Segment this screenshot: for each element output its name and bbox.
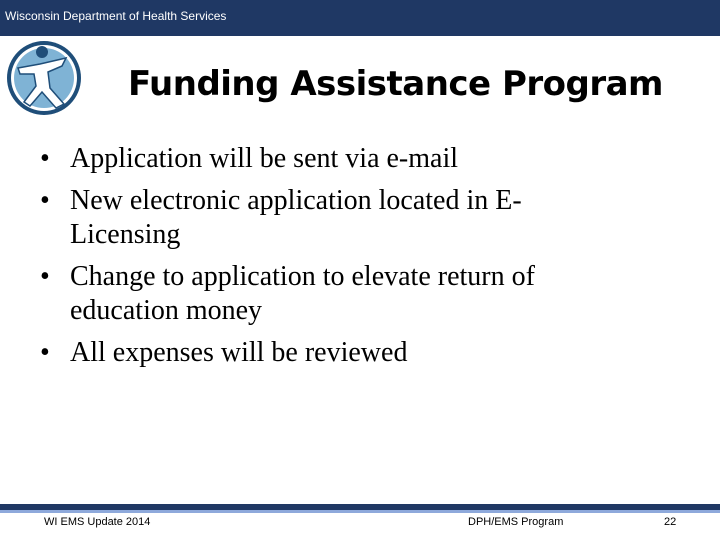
bullet-text: All expenses will be reviewed bbox=[70, 337, 408, 368]
bullet-text-line: New electronic application located in E- bbox=[70, 185, 522, 216]
bullet-text-line: Change to application to elevate return of bbox=[70, 261, 535, 292]
bullet-item bbox=[40, 332, 620, 374]
bullet-text: Application will be sent via e-mail bbox=[70, 143, 459, 174]
footer-program-label: DPH/EMS Program bbox=[468, 516, 564, 528]
page-number: 22 bbox=[664, 516, 677, 528]
bullet-item bbox=[40, 180, 620, 256]
bullet-item bbox=[40, 256, 620, 332]
header-bar bbox=[0, 0, 720, 36]
footer-bar-accent bbox=[0, 510, 720, 513]
organization-name: Wisconsin Department of Health Services bbox=[5, 9, 227, 23]
bullet-marker: • bbox=[40, 185, 50, 216]
bullet-marker: • bbox=[40, 337, 50, 368]
bullet-text-line: education money bbox=[70, 295, 263, 326]
bullet-item bbox=[40, 138, 620, 180]
bullet-list bbox=[40, 138, 620, 374]
dhs-figure-logo-icon bbox=[4, 38, 84, 118]
footer-event-label: WI EMS Update 2014 bbox=[44, 516, 151, 528]
bullet-text-line: Licensing bbox=[70, 219, 181, 250]
slide-title: Funding Assistance Program bbox=[128, 64, 663, 104]
bullet-marker: • bbox=[40, 143, 50, 174]
bullet-marker: • bbox=[40, 261, 50, 292]
